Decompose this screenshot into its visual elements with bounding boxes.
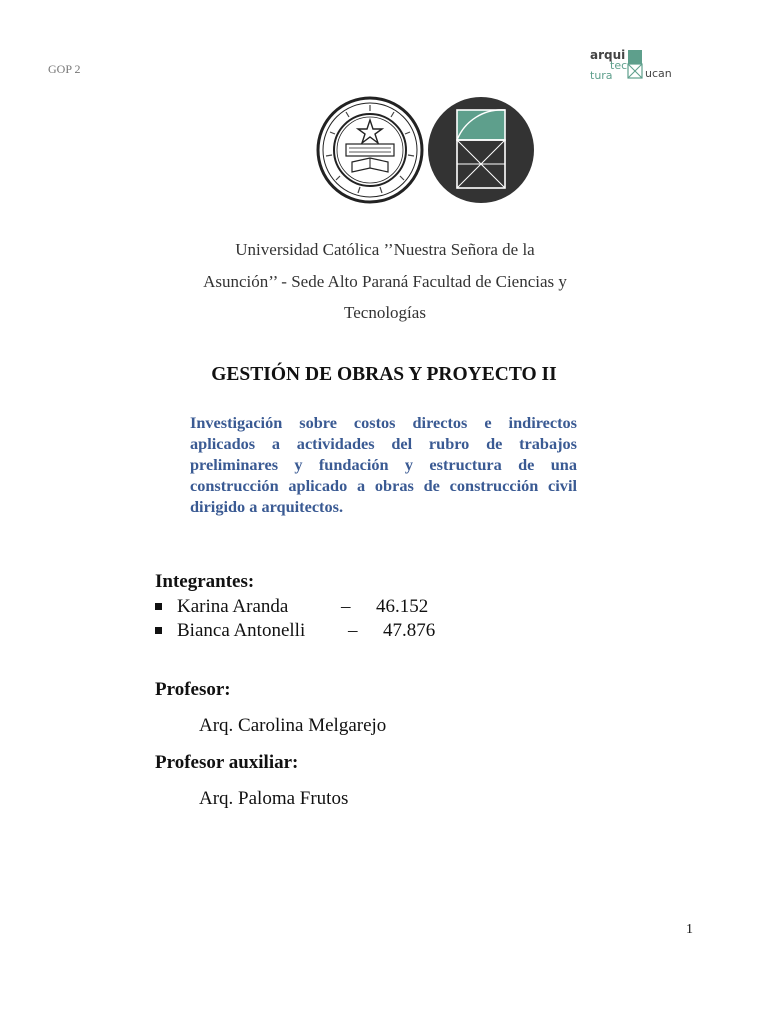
assistant-professor-heading: Profesor auxiliar: xyxy=(155,752,299,773)
university-name-line-3: Tecnologías xyxy=(344,303,426,322)
member-id: 46.152 xyxy=(376,596,429,617)
bullet-icon xyxy=(155,603,162,610)
member-separator: – xyxy=(348,620,358,641)
assistant-professor-name: Arq. Paloma Frutos xyxy=(199,788,349,809)
professor-name: Arq. Carolina Melgarejo xyxy=(199,715,387,736)
member-name: Karina Aranda xyxy=(177,596,289,617)
bullet-icon xyxy=(155,627,162,634)
svg-text:tec: tec xyxy=(610,59,628,72)
page-number: 1 xyxy=(686,922,693,937)
university-name xyxy=(170,234,600,329)
member-name: Bianca Antonelli xyxy=(177,620,306,641)
course-title: GESTIÓN DE OBRAS Y PROYECTO II xyxy=(211,364,557,385)
architecture-seal-logo xyxy=(427,96,535,204)
svg-text:arqui: arqui xyxy=(590,48,626,62)
header-document-code: GOP 2 xyxy=(48,62,81,76)
university-name-line-2: Asunción’’ - Sede Alto Paraná Facultad de Ciencias y xyxy=(203,271,567,291)
research-subject: Investigación sobre costos directos e indirectos aplicados a actividades del rubro de trabajos preliminares y fundación y estructura de una construcción aplicado a obras de construcción civil dirigido a arquitectos. xyxy=(190,413,577,516)
svg-text:ucan: ucan xyxy=(645,67,672,80)
university-name-line-1: Universidad Católica ’’Nuestra Señora de la xyxy=(235,240,535,259)
member-separator: – xyxy=(341,596,351,617)
svg-text:tura: tura xyxy=(590,69,613,82)
university-seal-logo xyxy=(316,96,424,204)
member-id: 47.876 xyxy=(383,620,436,641)
professor-heading: Profesor: xyxy=(155,679,231,700)
members-heading: Integrantes: xyxy=(155,571,255,592)
architecture-faculty-logo xyxy=(588,46,678,82)
